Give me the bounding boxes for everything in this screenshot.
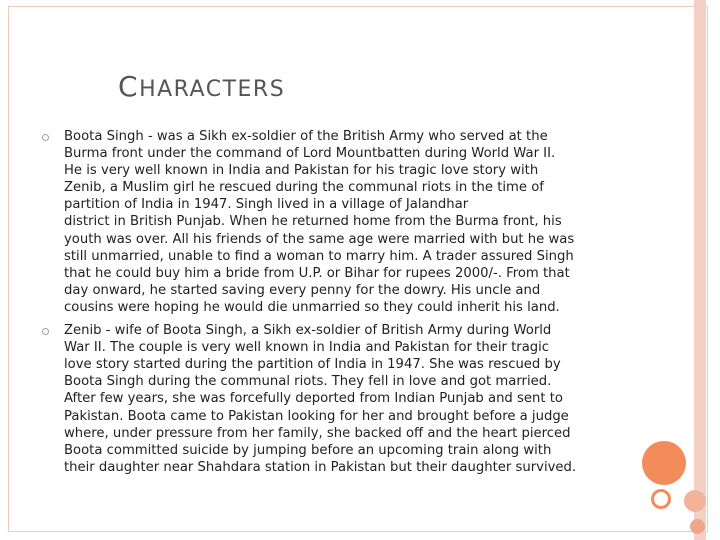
decorative-side-bar xyxy=(694,0,706,540)
text-line: where, under pressure from her family, she backed off and the heart pierced xyxy=(64,425,571,441)
text-line: Boota Singh during the communal riots. They fell in love and got married. xyxy=(64,374,552,390)
slide-title xyxy=(118,70,285,103)
bullet-list xyxy=(40,128,630,476)
text-line: Pakistan. Boota came to Pakistan looking for her and brought before a judge xyxy=(64,408,569,424)
text-line: that he could buy him a bride from U.P. or Bihar for rupees 2000/-. From that xyxy=(64,265,570,281)
decorative-circle-ring xyxy=(651,489,671,509)
text-line: Zenib, a Muslim girl he rescued during the communal riots in the time of xyxy=(64,180,544,196)
text-line: district in British Punjab. When he returned home from the Burma front, his xyxy=(64,214,562,230)
text-line: still unmarried, unable to find a woman to marry him. A trader assured Singh xyxy=(64,248,574,264)
bullet-text xyxy=(64,128,630,316)
text-line: youth was over. All his friends of the same age were married with but he was xyxy=(64,231,575,247)
text-line: their daughter near Shahdara station in Pakistan but their daughter survived. xyxy=(64,459,577,475)
text-line: After few years, she was forcefully deported from Indian Punjab and sent to xyxy=(64,391,563,407)
decorative-circle-medium xyxy=(684,490,706,512)
slide-title-rest: HARACTERS xyxy=(139,77,286,102)
bullet-item-zenib xyxy=(40,322,630,476)
bullet-item-boota-singh xyxy=(40,128,630,316)
text-line: Boota committed suicide by jumping before an upcoming train along with xyxy=(64,442,552,458)
bullet-text xyxy=(64,322,630,476)
decorative-circle-large xyxy=(642,441,686,485)
text-line: love story started during the partition of India in 1947. She was rescued by xyxy=(64,357,561,373)
text-line: Boota Singh - was a Sikh ex-soldier of the British Army who served at the xyxy=(64,129,548,144)
text-line: cousins were hoping he would die unmarried so they could inherit his land. xyxy=(64,299,560,315)
bullet-marker-icon xyxy=(42,328,49,335)
text-line: Burma front under the command of Lord Mountbatten during World War II. xyxy=(64,146,556,162)
text-line: War II. The couple is very well known in India and Pakistan for their tragic xyxy=(64,340,550,356)
decorative-circle-small xyxy=(690,519,705,534)
slide-title-initial: C xyxy=(118,70,140,103)
bullet-marker-icon xyxy=(42,134,49,141)
text-line: He is very well known in India and Pakistan for his tragic love story with xyxy=(64,163,539,179)
text-line: Zenib - wife of Boota Singh, a Sikh ex-soldier of British Army during World xyxy=(64,323,552,339)
text-line: partition of India in 1947. Singh lived in a village of Jalandhar xyxy=(64,197,469,213)
text-line: day onward, he started saving every penny for the dowry. His uncle and xyxy=(64,282,541,298)
